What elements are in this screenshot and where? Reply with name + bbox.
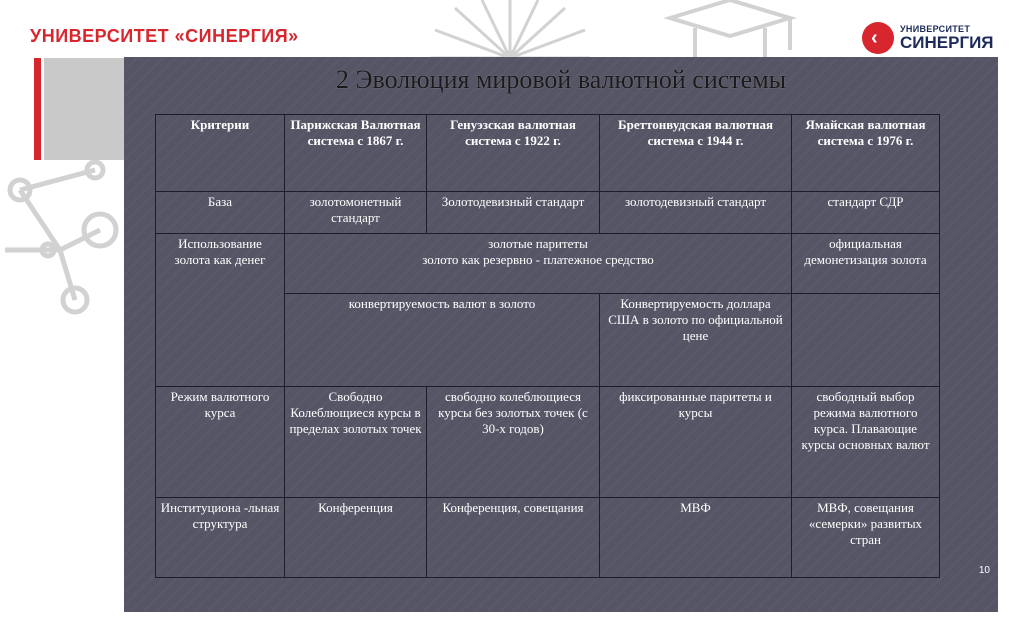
header-jamaica: Ямайская валютная система с 1976 г. — [792, 115, 940, 192]
base-genoa: Золотодевизный стандарт — [427, 192, 600, 234]
table-row-regime — [156, 387, 940, 498]
graduation-cap-icon — [660, 0, 810, 58]
institutional-label: Институциона -льная структура — [156, 498, 285, 578]
table-row-gold-use — [156, 234, 940, 294]
base-paris: золотомонетный стандарт — [285, 192, 427, 234]
gold-use-merged-cell — [285, 234, 792, 294]
slide-panel — [124, 57, 998, 612]
convertibility-usd: Конвертируемость доллара США в золото по официальной цене — [600, 294, 792, 387]
base-bretton: золотодевизный стандарт — [600, 192, 792, 234]
currency-systems-table — [155, 114, 940, 578]
convertibility-jamaica — [792, 294, 940, 387]
regime-bretton: фиксированные паритеты и курсы — [600, 387, 792, 498]
base-label: База — [156, 192, 285, 234]
university-brand-text: УНИВЕРСИТЕТ «СИНЕРГИЯ» — [30, 26, 299, 46]
header-criteria: Критерии — [156, 115, 285, 192]
logo-small-text: УНИВЕРСИТЕТ — [900, 24, 971, 34]
institutional-genoa: Конференция, совещания — [427, 498, 600, 578]
network-decoration-icon — [0, 150, 125, 330]
institutional-jamaica: МВФ, совещания «семерки» развитых стран — [792, 498, 940, 578]
regime-genoa: свободно колеблющиеся курсы без золотых точек (с 30-х годов) — [427, 387, 600, 498]
regime-paris: Свободно Колеблющиеся курсы в пределах золотых точек — [285, 387, 427, 498]
convertibility-gold: конвертируемость валют в золото — [285, 294, 600, 387]
table-row-institutional — [156, 498, 940, 578]
synergy-logo-mark-icon: ‹ — [862, 22, 894, 54]
red-accent-bar — [34, 58, 41, 160]
table-row-base — [156, 192, 940, 234]
header-genoa: Генуэзская валютная система с 1922 г. — [427, 115, 600, 192]
gold-reserve-text: золото как резервно - платежное средство — [422, 252, 654, 267]
gold-use-label: Использование золота как денег — [156, 234, 285, 387]
institutional-bretton: МВФ — [600, 498, 792, 578]
regime-label: Режим валютного курса — [156, 387, 285, 498]
table-header-row — [156, 115, 940, 192]
gray-accent-block — [44, 58, 126, 160]
base-jamaica: стандарт СДР — [792, 192, 940, 234]
page-number: 10 — [978, 565, 990, 576]
gold-use-jamaica: официальная демонетизация золота — [792, 234, 940, 294]
gold-parity-text: золотые паритеты — [488, 236, 588, 251]
sunburst-decoration-icon — [420, 0, 600, 58]
logo-big-text: СИНЕРГИЯ — [900, 33, 994, 52]
header-paris: Парижская Валютная система с 1867 г. — [285, 115, 427, 192]
regime-jamaica: свободный выбор режима валютного курса. Плавающие курсы основных валют — [792, 387, 940, 498]
synergy-logo — [862, 22, 994, 54]
slide-title: 2 Эволюция мировой валютной системы — [335, 65, 787, 94]
header-bretton-woods: Бреттонвудская валютная система с 1944 г. — [600, 115, 792, 192]
institutional-paris: Конференция — [285, 498, 427, 578]
